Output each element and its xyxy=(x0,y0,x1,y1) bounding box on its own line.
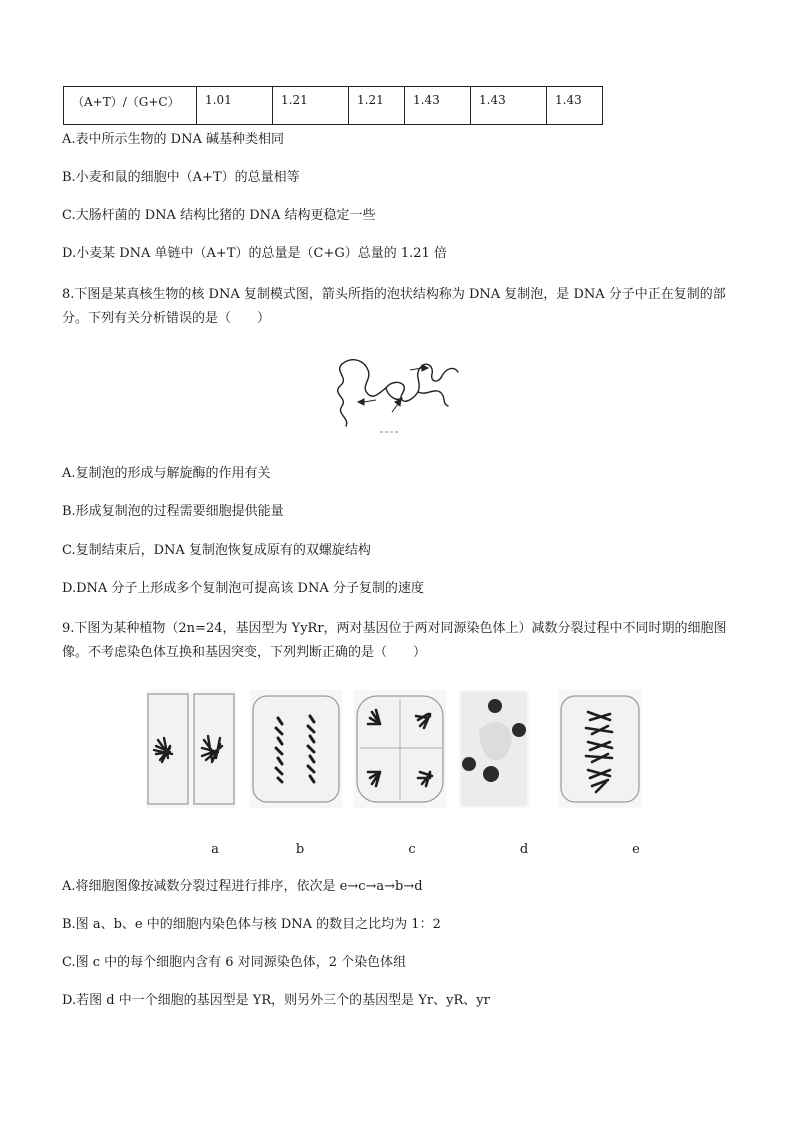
micrograph-label-e: e xyxy=(632,842,640,857)
q8-option-a: A.复制泡的形成与解旋酶的作用有关 xyxy=(62,466,271,481)
micrograph-e xyxy=(558,690,642,808)
q9-option-c: C.图 c 中的每个细胞内含有 6 对同源染色体，2 个染色体组 xyxy=(62,955,407,970)
q8-option-b: B.形成复制泡的过程需要细胞提供能量 xyxy=(62,504,284,519)
arrow-icon xyxy=(422,365,428,371)
micrograph-label-b: b xyxy=(295,842,305,857)
q9-stem: 9.下图为某种植物（2n=24，基因型为 YyRr，两对基因位于两对同源染色体上）减数分裂过程中不同时期的细胞图像。不考虑染色体互换和基因突变，下列判断正确的是（ ） xyxy=(62,621,727,660)
q8-option-d: D.DNA 分子上形成多个复制泡可提高该 DNA 分子复制的速度 xyxy=(62,581,424,596)
q9-option-a: A.将细胞图像按减数分裂过程进行排序，依次是 e→c→a→b→d xyxy=(62,879,423,894)
value-cell: 1.43 xyxy=(405,87,471,125)
base-ratio-table xyxy=(63,86,603,125)
value-cell: 1.21 xyxy=(273,87,349,125)
micrograph-a xyxy=(146,690,236,808)
micrograph-d xyxy=(459,690,529,808)
value-cell: 1.43 xyxy=(547,87,603,125)
q8-stem: 8.下图是某真核生物的核 DNA 复制模式图，箭头所指的泡状结构称为 DNA 复制泡，是 DNA 分子中正在复制的部分。下列有关分析错误的是（ ） xyxy=(62,287,726,326)
arrow-icon xyxy=(358,399,364,405)
table-row xyxy=(64,87,603,125)
dna-replication-bubble-figure xyxy=(330,352,462,434)
dna-strand-right-lower xyxy=(418,391,448,406)
q7-option-a: A.表中所示生物的 DNA 碱基种类相同 xyxy=(62,132,284,147)
micrograph-label-c: c xyxy=(408,842,416,857)
micrograph-label-d: d xyxy=(519,842,529,857)
dna-strand-left xyxy=(338,364,347,426)
micrograph-label-a: a xyxy=(211,842,219,857)
row-header-cell: （A+T）/（G+C） xyxy=(64,87,197,125)
micrograph-b xyxy=(250,690,342,808)
value-cell: 1.43 xyxy=(471,87,547,125)
q7-option-c: C.大肠杆菌的 DNA 结构比猪的 DNA 结构更稳定一些 xyxy=(62,208,376,223)
value-cell: 1.01 xyxy=(197,87,273,125)
micrograph-c xyxy=(354,690,446,808)
arrow-icon xyxy=(395,399,401,406)
q8-option-c: C.复制结束后，DNA 复制泡恢复成原有的双螺旋结构 xyxy=(62,543,371,558)
q9-option-b: B.图 a、b、e 中的细胞内染色体与核 DNA 的数目之比均为 1：2 xyxy=(62,917,441,932)
value-cell: 1.21 xyxy=(349,87,405,125)
q7-option-d: D.小麦某 DNA 单链中（A+T）的总量是（C+G）总量的 1.21 倍 xyxy=(62,246,447,261)
q7-option-b: B.小麦和鼠的细胞中（A+T）的总量相等 xyxy=(62,170,300,185)
dna-strand-left-inner xyxy=(342,360,386,396)
q9-option-d: D.若图 d 中一个细胞的基因型是 YR，则另外三个的基因型是 Yr、yR、yr xyxy=(62,993,490,1008)
